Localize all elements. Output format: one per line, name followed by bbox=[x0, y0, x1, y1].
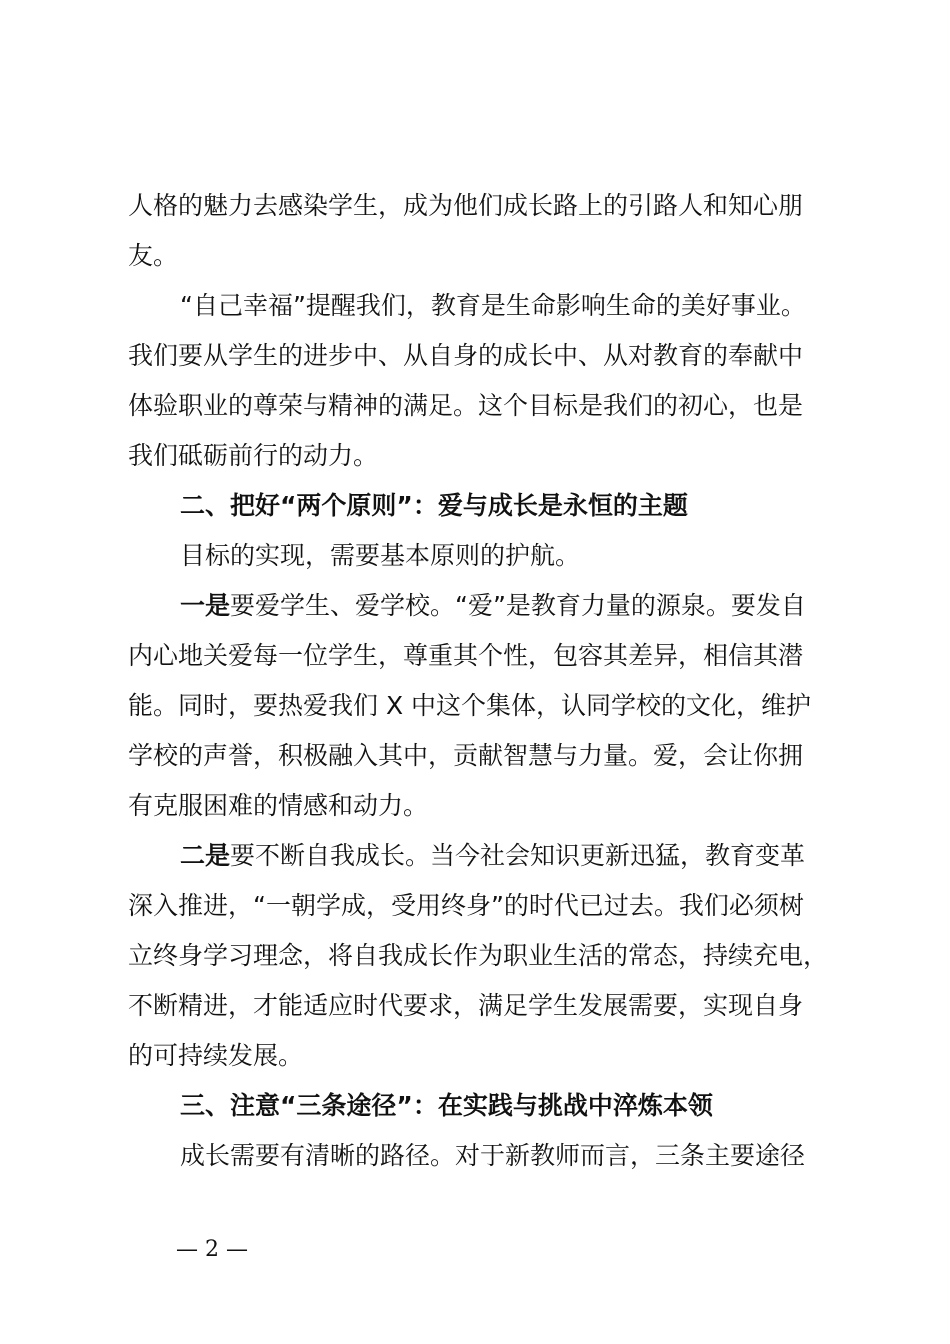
body-text-line: 能。同时，要热爱我们 X 中这个集体，认同学校的文化，维护 bbox=[128, 691, 812, 720]
body-text-line: 深入推进，“一朝学成，受用终身”的时代已过去。我们必须树 bbox=[128, 891, 804, 920]
body-text-line: 人格的魅力去感染学生，成为他们成长路上的引路人和知心朋 bbox=[128, 191, 804, 220]
body-text-line: 立终身学习理念，将自我成长作为职业生活的常态，持续充电， bbox=[128, 941, 829, 970]
body-text-line: 我们砥砺前行的动力。 bbox=[128, 441, 379, 470]
body-text-line: 不断精进，才能适应时代要求，满足学生发展需要，实现自身 bbox=[128, 991, 804, 1020]
body-text-line: 有克服困难的情感和动力。 bbox=[128, 791, 429, 820]
paragraph-text: 要不断自我成长。当今社会知识更新迅猛，教育变革 bbox=[230, 841, 806, 870]
paragraph-start-point-two bbox=[180, 831, 805, 881]
section-heading-three: 三、注意“三条途径”：在实践与挑战中淬炼本领 bbox=[180, 1091, 713, 1120]
paragraph-start-point-one bbox=[180, 581, 806, 631]
lead-label: 一是 bbox=[180, 591, 231, 620]
paragraph-start: 成长需要有清晰的路径。对于新教师而言，三条主要途径 bbox=[180, 1141, 806, 1170]
section-heading-two: 二、把好“两个原则”：爱与成长是永恒的主题 bbox=[180, 491, 688, 520]
body-text-line: 的可持续发展。 bbox=[128, 1041, 304, 1070]
page-number: — 2 — bbox=[176, 1237, 248, 1262]
body-text-line: 体验职业的尊荣与精神的满足。这个目标是我们的初心，也是 bbox=[128, 391, 804, 420]
lead-label: 二是 bbox=[180, 841, 231, 870]
paragraph-text: 要爱学生、爱学校。“爱”是教育力量的源泉。要发自 bbox=[230, 591, 806, 620]
body-text-line: 友。 bbox=[128, 241, 179, 270]
paragraph-start: 目标的实现，需要基本原则的护航。 bbox=[180, 541, 581, 570]
body-text-line: 我们要从学生的进步中、从自身的成长中、从对教育的奉献中 bbox=[128, 341, 804, 370]
body-text-line: 内心地关爱每一位学生，尊重其个性，包容其差异，相信其潜 bbox=[128, 641, 804, 670]
paragraph-start: “自己幸福”提醒我们，教育是生命影响生命的美好事业。 bbox=[180, 291, 806, 320]
body-text-line: 学校的声誉，积极融入其中，贡献智慧与力量。爱，会让你拥 bbox=[128, 741, 804, 770]
